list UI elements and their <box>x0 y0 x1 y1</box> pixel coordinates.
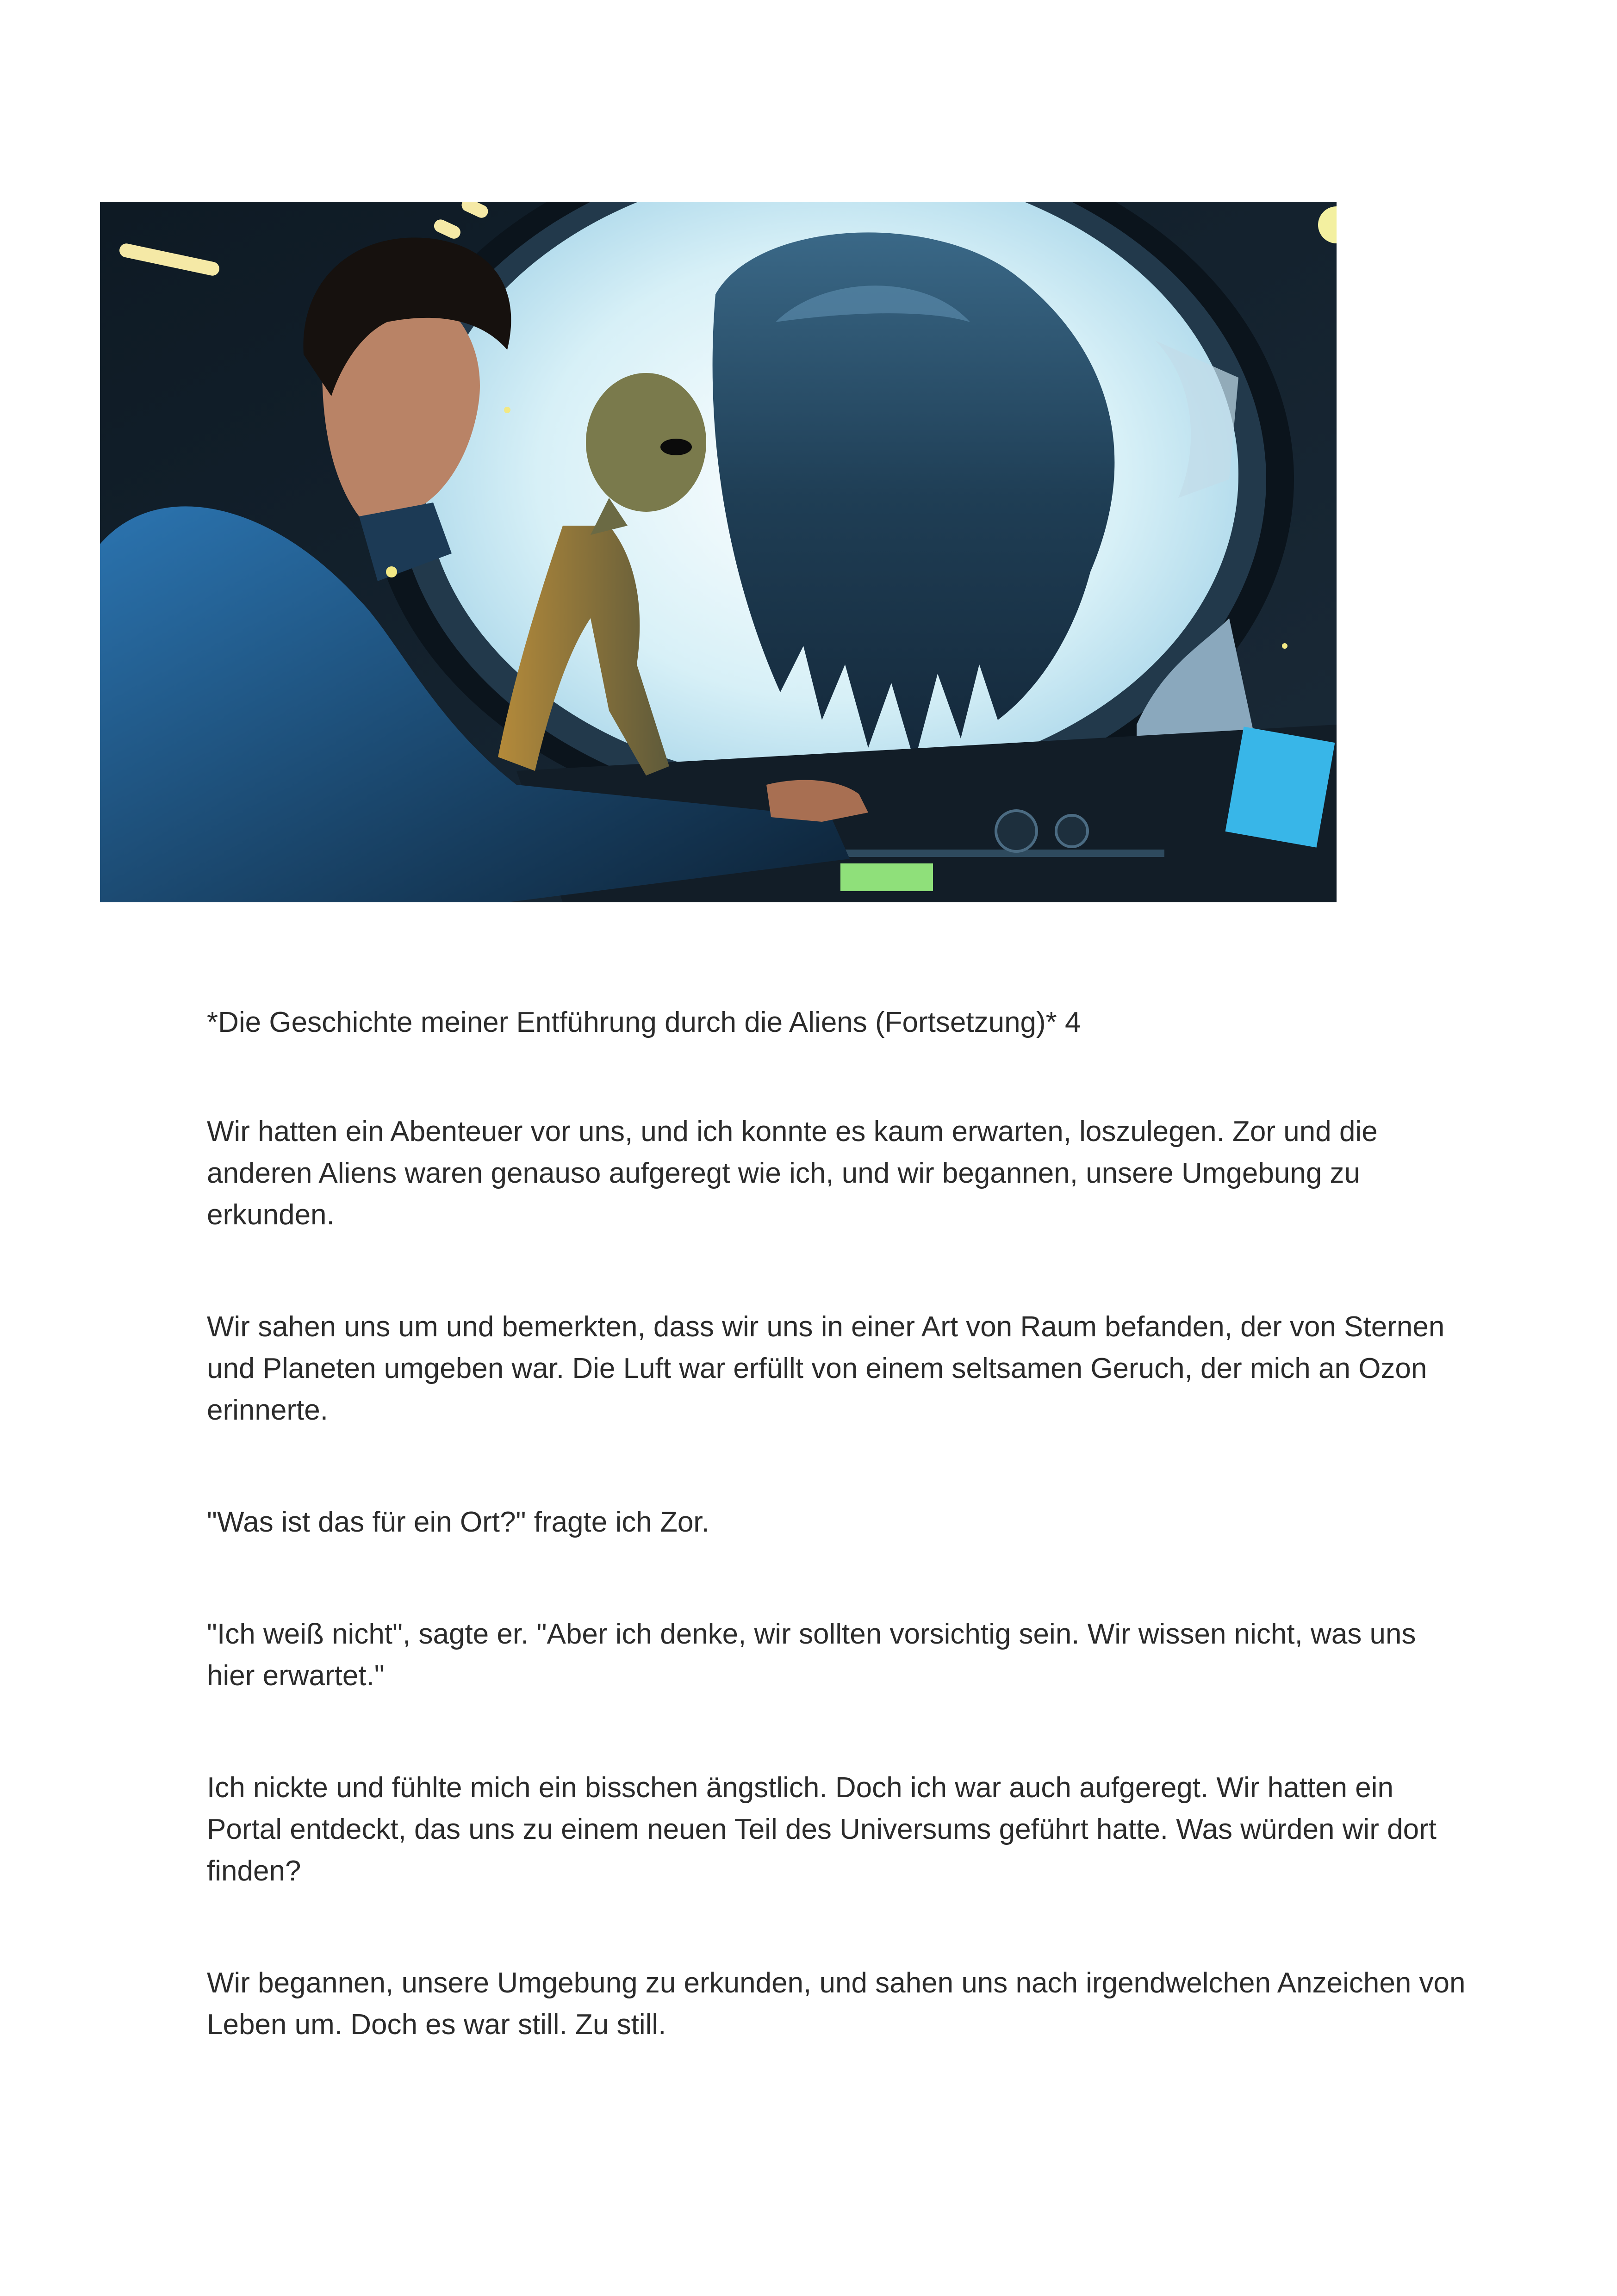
story-paragraph: Ich nickte und fühlte mich ein bisschen ängstlich. Doch ich war auch aufgeregt. Wir hatten ein Portal entdeckt, das uns zu einem neuen Teil des Universums geführt hatte. Was würden wir dort finden? <box>207 1772 1437 1887</box>
story-paragraph: Wir sahen uns um und bemerkten, dass wir uns in einer Art von Raum befanden, der von Sternen und Planeten umgeben war. Die Luft war erfüllt von einem seltsamen Geruch, der mich an Ozon erinnerte. <box>207 1311 1445 1426</box>
story-text <box>207 1002 1466 2116</box>
story-title: *Die Geschichte meiner Entführung durch die Aliens (Fortsetzung)* 4 <box>207 1006 1081 1038</box>
story-paragraph: "Ich weiß nicht", sagte er. "Aber ich denke, wir sollten vorsichtig sein. Wir wissen nicht, was uns hier erwartet." <box>207 1618 1416 1692</box>
story-paragraph: "Was ist das für ein Ort?" fragte ich Zor. <box>207 1506 709 1538</box>
illustration-man-and-alien-spaceship <box>100 202 1337 902</box>
story-paragraph: Wir hatten ein Abenteuer vor uns, und ich konnte es kaum erwarten, loszulegen. Zor und die anderen Aliens waren genauso aufgeregt wie ich, und wir begannen, unsere Umgebung zu erkunden. <box>207 1116 1378 1231</box>
story-paragraph: Wir begannen, unsere Umgebung zu erkunden, und sahen uns nach irgendwelchen Anzeichen von Leben um. Doch es war still. Zu still. <box>207 1967 1466 2041</box>
